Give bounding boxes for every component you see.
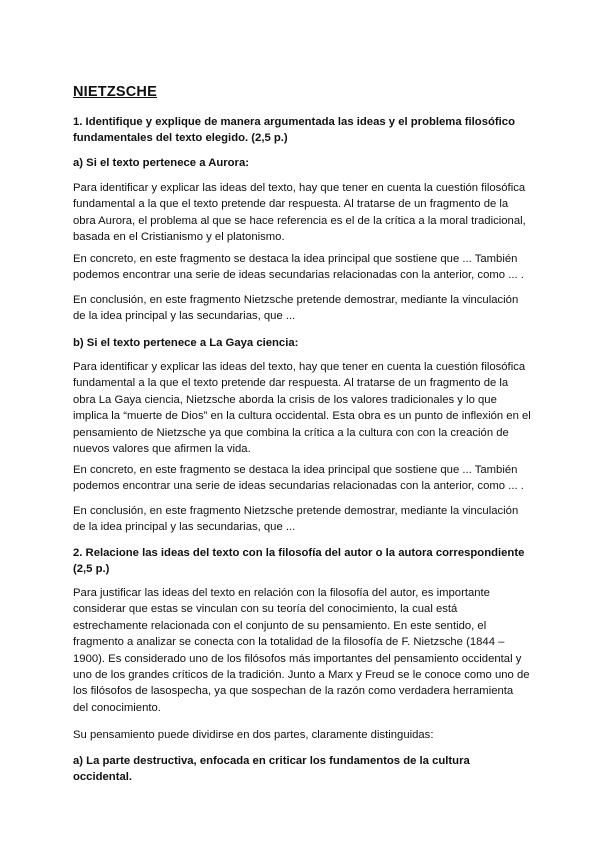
question-2-heading: 2. Relacione las ideas del texto con la filosofía del autor o la autora correspondiente (2,5 p.) [73,547,525,576]
section-b-paragraph-3: En conclusión, en este fragmento Nietzsche pretende demostrar, mediante la vinculación de la idea principal y las secundarias, que ... [73,505,519,534]
section-b-heading: b) Si el texto pertenece a La Gaya ciencia: [73,337,299,349]
section-a-paragraph-2: En concreto, en este fragmento se destaca la idea principal que sostiene que ... También podemos encontrar una serie de ideas secundarias relacionadas con la anterior, como ... . [73,253,524,282]
question-2-paragraph-2: Su pensamiento puede dividirse en dos partes, claramente distinguidas: [73,729,434,741]
question-1-heading: 1. Identifique y explique de manera argumentada las ideas y el problema filosófico fundamentales del texto elegido. (2,5 p.) [73,116,515,145]
question-2-part-a-heading: a) La parte destructiva, enfocada en criticar los fundamentos de la cultura occidental. [73,755,470,784]
question-2-paragraph-1: Para justificar las ideas del texto en relación con la filosofía del autor, es importante considerar que estas se vinculan con su teoría del conocimiento, la cual está estrechamente relacionada con el conjunto de su pensamiento. En este sentido, el fragmento a analizar se conecta con la totalidad de la filosofía de F. Nietzsche (1844 – 1900). Es considerado uno de los filósofos más importantes del pensamiento occidental y uno de los grandes críticos de la tradición. Junto a Marx y Freud se le conoce como uno de los filósofos de lasospecha, ya que sospechan de la razón como verdadera herramienta del conocimiento. [73,587,530,714]
section-a-paragraph-1: Para identificar y explicar las ideas del texto, hay que tener en cuenta la cuestión filosófica fundamental a la que el texto pretende dar respuesta. Al tratarse de un fragmento de la obra Aurora, el problema al que se hace referencia es el de la crítica a la moral tradicional, basada en el Cristianismo y el platonismo. [73,182,526,244]
document-title: NIETZSCHE [73,84,157,100]
section-a-heading: a) Si el texto pertenece a Aurora: [73,157,249,169]
section-b-paragraph-2: En concreto, en este fragmento se destaca la idea principal que sostiene que ... También podemos encontrar una serie de ideas secundarias relacionadas con la anterior, como ... . [73,464,524,493]
section-a-paragraph-3: En conclusión, en este fragmento Nietzsche pretende demostrar, mediante la vinculación de la idea principal y las secundarias, que ... [73,294,519,323]
section-b-paragraph-1: Para identificar y explicar las ideas del texto, hay que tener en cuenta la cuestión filosófica fundamental a la que el texto pretende dar respuesta. Al tratarse de un fragmento de la obra La Gaya ciencia, Nietzsche aborda la crisis de los valores tradicionales y lo que implica la “muerte de Dios” en la cultura occidental. Esta obra es un punto de inflexión en el pensamiento de Nietzsche ya que combina la crítica a la cultura con con la creación de nuevos valores que afirmen la vida. [73,361,531,456]
